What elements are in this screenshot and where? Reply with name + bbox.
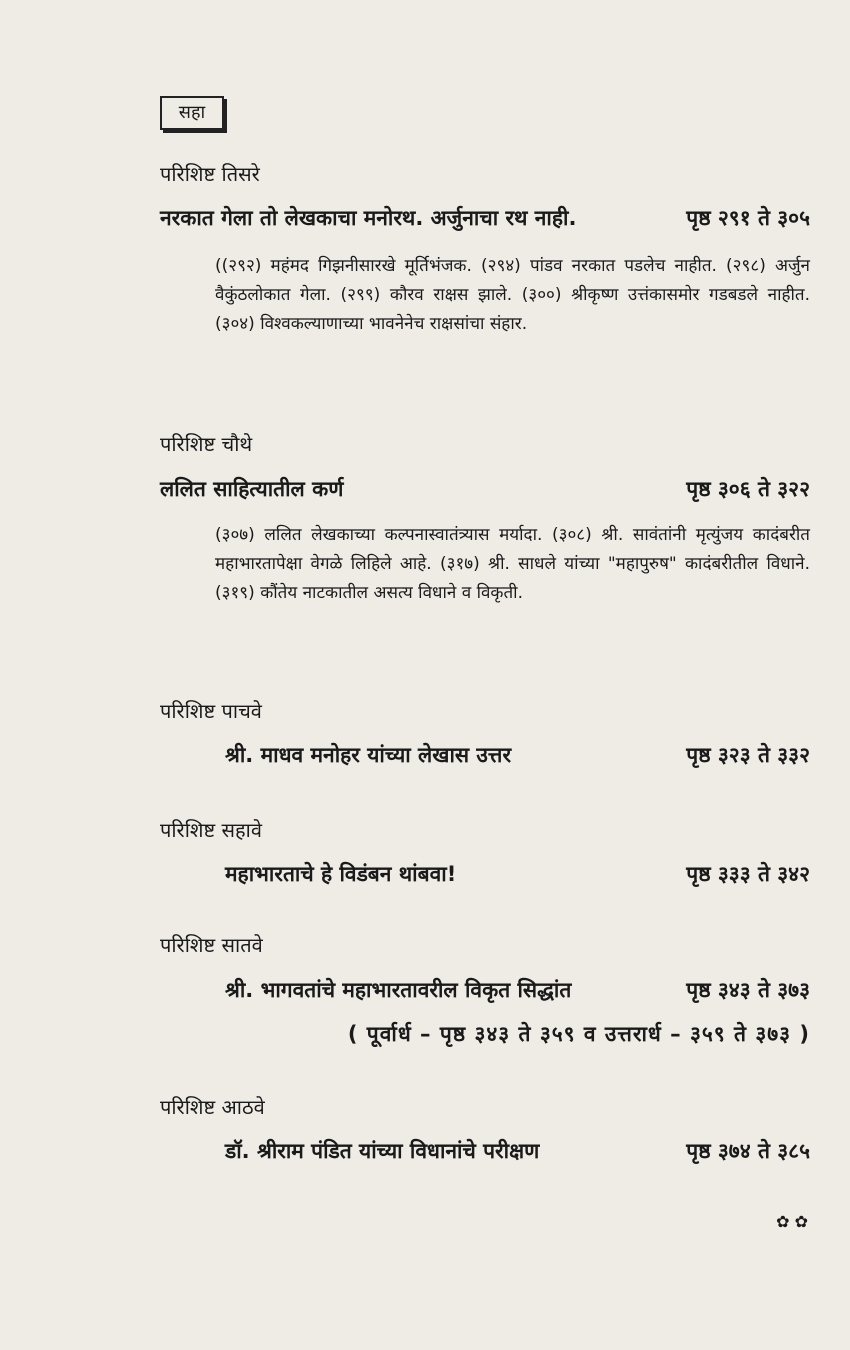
appendix-8-pages: पृष्ठ ३७४ ते ३८५ [686, 1139, 810, 1163]
appendix-4-pages: पृष्ठ ३०६ ते ३२२ [686, 477, 810, 501]
appendix-5-title: श्री. माधव मनोहर यांच्या लेखास उत्तर [225, 743, 512, 767]
appendix-3-pages: पृष्ठ २९१ ते ३०५ [686, 206, 810, 230]
page-number-label: सहा [160, 96, 224, 130]
ornament-divider: ✿ ✿ [776, 1212, 808, 1231]
appendix-6-title: महाभारताचे हे विडंबन थांबवा! [225, 862, 457, 886]
appendix-3-description: ((२९२) महंमद गिझनीसारखे मूर्तिभंजक. (२९४) पांडव नरकात पडलेच नाहीत. (२९८) अर्जुन वैकुंठलोकात गेला. (२९९) कौरव राक्षस झाले. (३००) श्रीकृष्ण उत्तंकासमोर गडबडले नाहीत. (३०४) विश्वकल्याणाच्या भावनेनेच राक्षसांचा संहार. [215, 256, 810, 334]
appendix-4-description: (३०७) ललित लेखकाच्या कल्पनास्वातंत्र्यास मर्यादा. (३०८) श्री. सावंतांनी मृत्युंजय कादंबरीत महाभारतापेक्षा वेगळे लिहिले आहे. (३१७) श्री. साधले यांच्या "महापुरुष" कादंबरीतील विधाने. (३१९) कौंतेय नाटकातील असत्य विधाने व विकृती. [215, 525, 810, 603]
appendix-7-pages: पृष्ठ ३४३ ते ३७३ [686, 978, 810, 1002]
appendix-7-subnote: ( पूर्वार्ध – पृष्ठ ३४३ ते ३५९ व उत्तरार्ध – ३५९ ते ३७३ ) [347, 1022, 810, 1046]
appendix-4-title: ललित साहित्यातील कर्ण [160, 477, 344, 501]
appendix-8-heading: परिशिष्ट आठवे [160, 1095, 265, 1119]
appendix-3-title: नरकात गेला तो लेखकाचा मनोरथ. अर्जुनाचा रथ नाही. [160, 206, 577, 230]
appendix-3-heading: परिशिष्ट तिसरे [160, 162, 260, 186]
appendix-4-heading: परिशिष्ट चौथे [160, 432, 253, 456]
appendix-7-title: श्री. भागवतांचे महाभारतावरील विकृत सिद्धांत [225, 978, 572, 1002]
appendix-8-title: डॉ. श्रीराम पंडित यांच्या विधानांचे परीक्षण [225, 1139, 540, 1163]
appendix-7-heading: परिशिष्ट सातवे [160, 933, 263, 957]
appendix-5-heading: परिशिष्ट पाचवे [160, 699, 262, 723]
appendix-5-pages: पृष्ठ ३२३ ते ३३२ [686, 743, 810, 767]
appendix-6-heading: परिशिष्ट सहावे [160, 818, 262, 842]
appendix-6-pages: पृष्ठ ३३३ ते ३४२ [686, 862, 810, 886]
